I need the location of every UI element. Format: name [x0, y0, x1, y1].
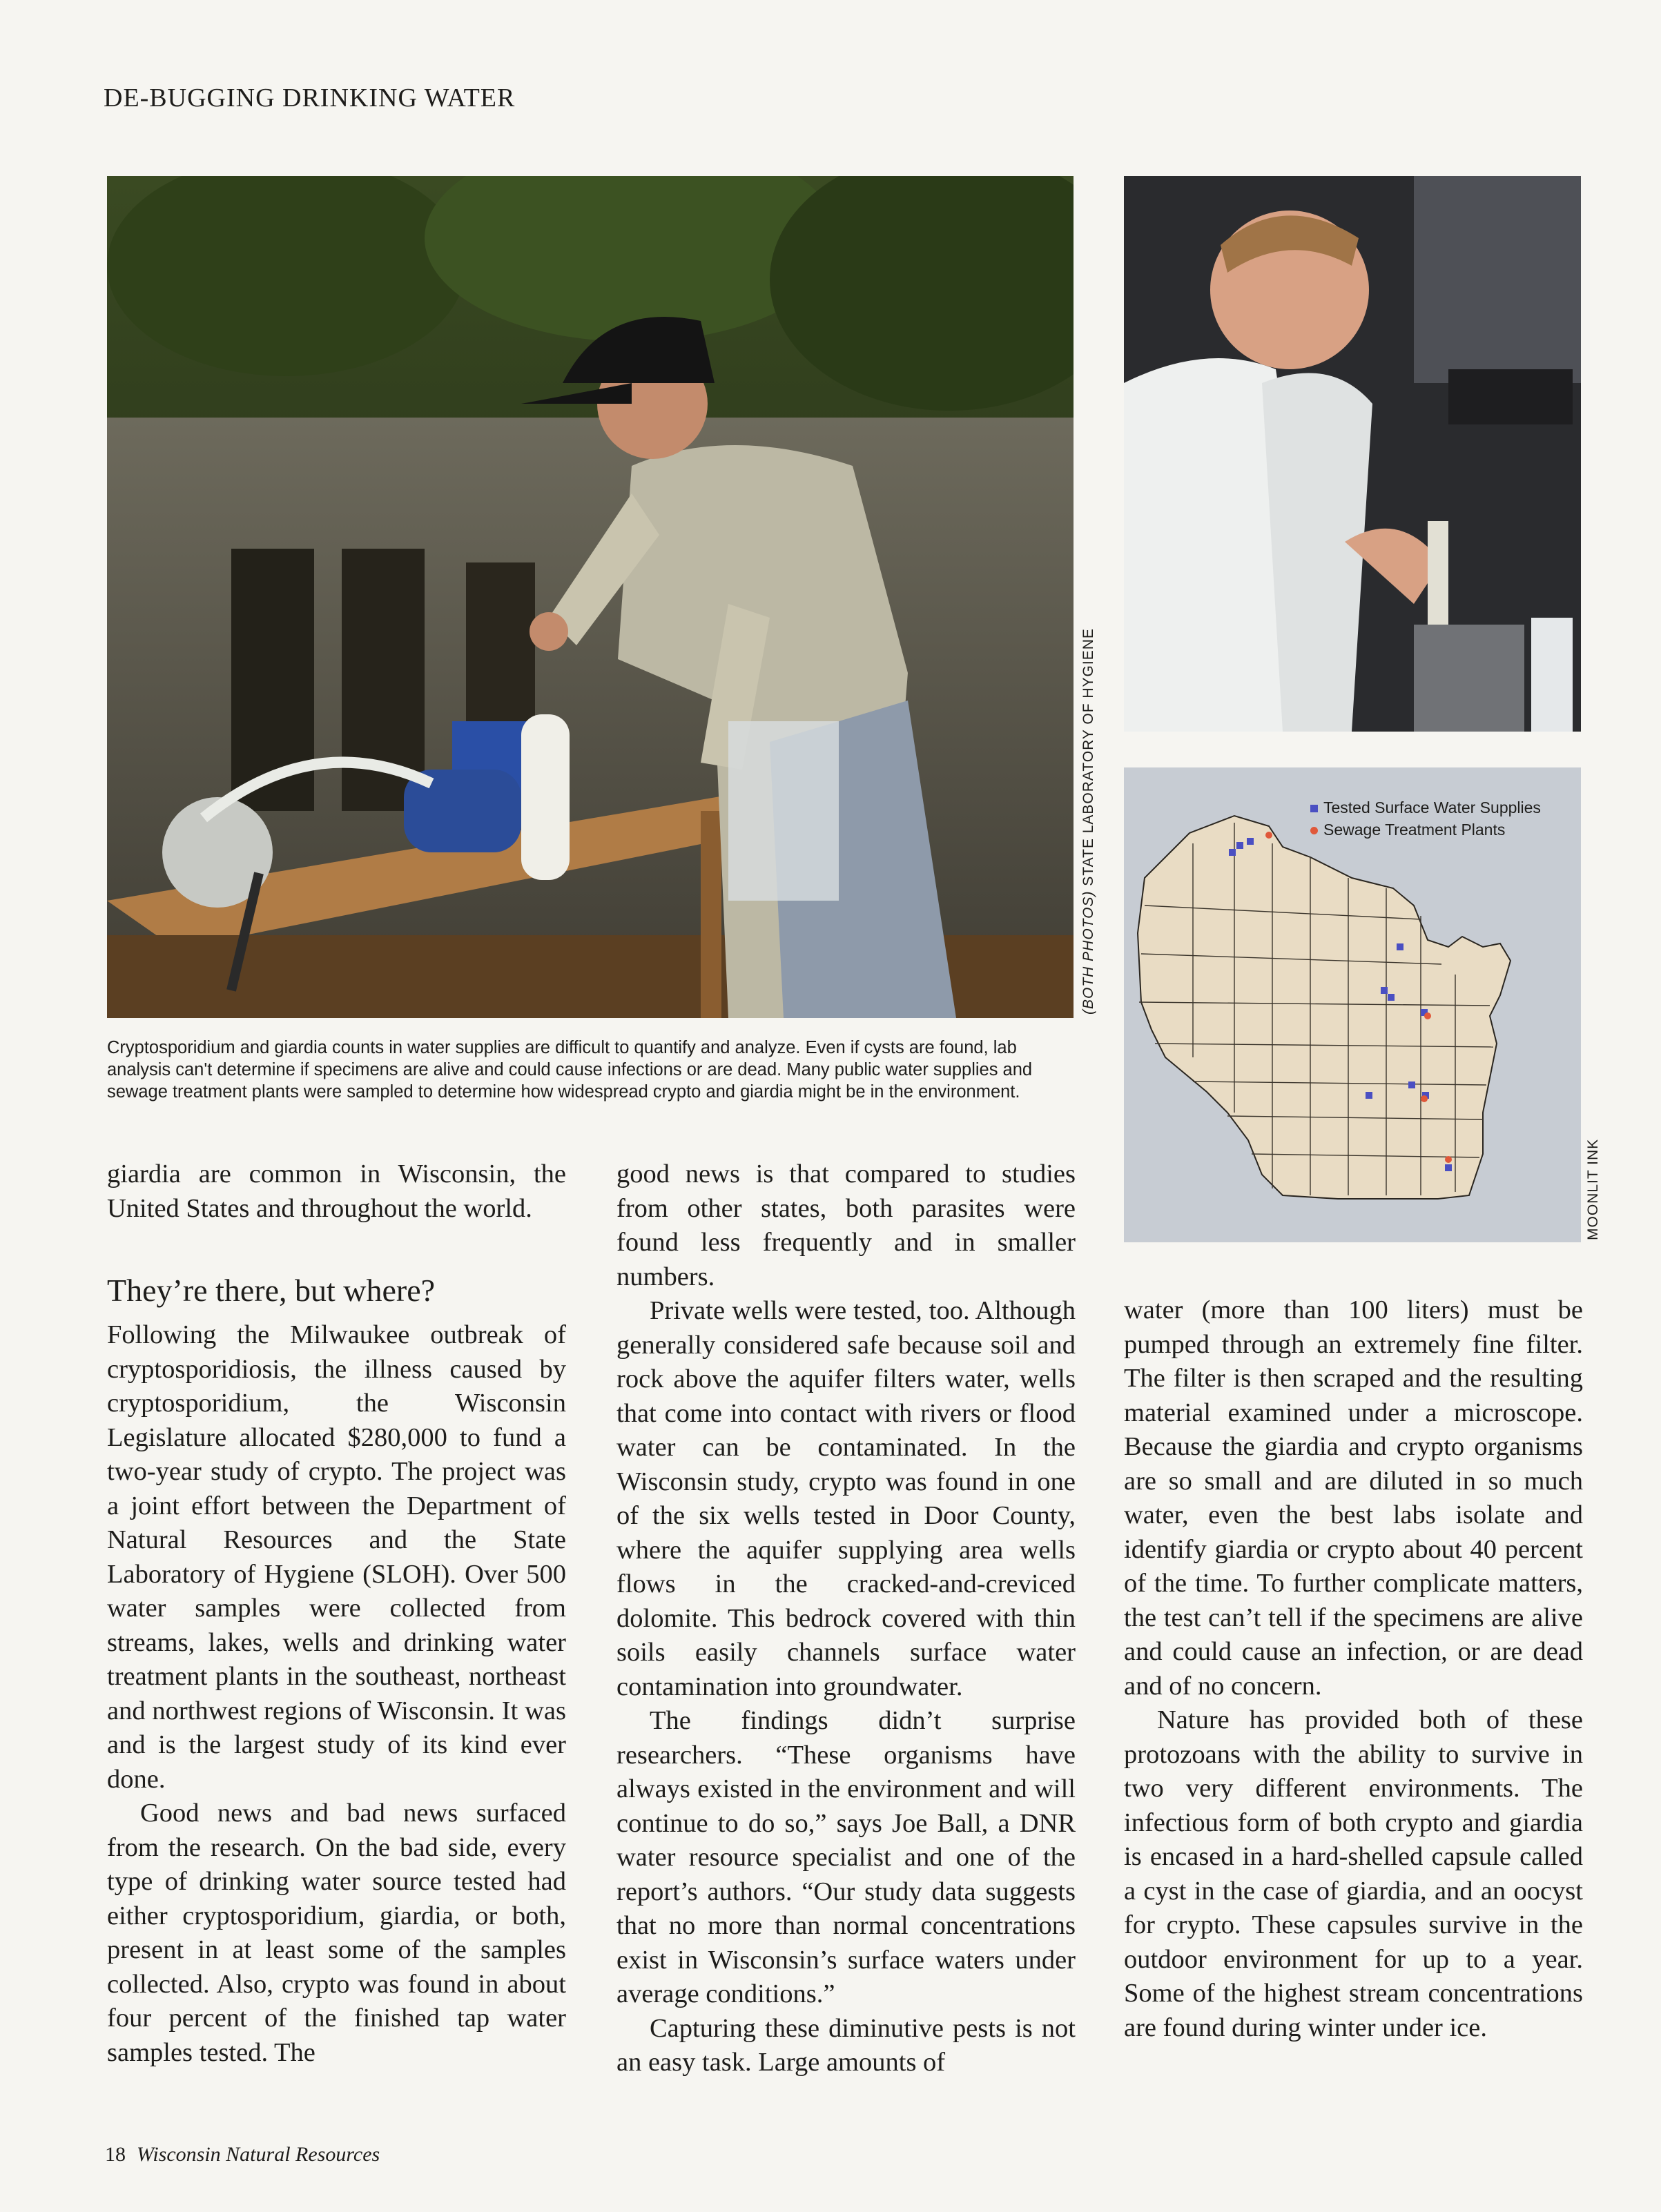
col2-paragraph-2: The findings didn’t surprise researchers. “These organisms have always existed in the environment and will continue to do so,” says Joe Ball, a DNR water resource specialist and one of the report’s authors. “Our study data suggests that no more than normal concentrations exist in Wisconsin’s surface waters under average conditions.” — [616, 1706, 1076, 2008]
lab-photo-illustration — [1124, 176, 1581, 732]
col1-paragraph-0: giardia are common in Wisconsin, the United States and throughout the world. — [107, 1159, 566, 1223]
main-photo — [107, 176, 1074, 1018]
column-2 — [616, 1157, 1076, 2080]
column-3 — [1124, 1293, 1583, 2045]
section-subhead: They’re there, but where? — [107, 1273, 436, 1308]
legend-item-sewage: Sewage Treatment Plants — [1310, 819, 1541, 841]
page-footer — [105, 2143, 380, 2166]
col2-paragraph-0: good news is that compared to studies from other states, both parasites were found less frequently and in smaller numbers. — [616, 1159, 1076, 1291]
column-1 — [107, 1157, 566, 2070]
col2-paragraph-3: Capturing these diminutive pests is not an easy task. Large amounts of — [616, 2013, 1076, 2077]
wisconsin-outline — [1138, 816, 1511, 1199]
col1-paragraph-2: Good news and bad news surfaced from the research. On the bad side, every type of drinking water source tested had either cryptosporidium, giardia, or both, present in at least some of the samples collected. Also, crypto was found in about four percent of the finished tap water samples tested. The — [107, 1799, 566, 2067]
col3-paragraph-1: Nature has provided both of these protozoans with the ability to survive in two very different environments. The infectious form of both crypto and giardia is encased in a hard-shelled capsule called a cyst in the case of giardia, and an oocyst for crypto. These capsules survive in the outdoor environment for up to a year. Some of the highest stream concentrations are found during winter under ice. — [1124, 1705, 1583, 2042]
photo-credit-text: STATE LABORATORY OF HYGIENE — [1080, 628, 1096, 886]
map-panel — [1124, 767, 1601, 1242]
running-head: DE-BUGGING DRINKING WATER — [104, 84, 516, 112]
page-number: 18 — [105, 2143, 126, 2166]
photo-credit-italic: (BOTH PHOTOS) — [1080, 890, 1096, 1015]
col2-paragraph-1: Private wells were tested, too. Although generally considered safe because soil and rock above the aquifer filters water, wells that come into contact with rivers or flood water can be contaminated. In the Wisconsin study, crypto was found in one of the six wells tested in Door County, where the aquifer supplying area wells flows in the cracked-and-creviced dolomite. This bedrock covered with thin soils easily channels surface water contamination into groundwater. — [616, 1296, 1076, 1701]
square-marker-icon — [1310, 805, 1318, 812]
map-legend — [1310, 796, 1541, 841]
photo-credit — [1080, 628, 1097, 1015]
photo-caption: Cryptosporidium and giardia counts in water supplies are difficult to quantify and analyze. Even if cysts are found, lab analysis can't determine if specimens are alive and could cause infections or are dead. Many public water supplies and sewage treatment plants were sampled to determine how widespread crypto and giardia might be in the environment. — [107, 1038, 1033, 1102]
circle-marker-icon — [1310, 827, 1318, 834]
legend-item-surface-water: Tested Surface Water Supplies — [1310, 796, 1541, 819]
publication-name: Wisconsin Natural Resources — [137, 2143, 380, 2166]
lab-photo — [1124, 176, 1581, 732]
col1-paragraph-1: Following the Milwaukee outbreak of cryptosporidiosis, the illness caused by cryptosporidium, the Wisconsin Legislature allocated $280,000 to fund a two-year study of crypto. The project was a joint effort between the Department of Natural Resources and the State Laboratory of Hygiene (SLOH). Over 500 water samples were collected from streams, lakes, wells and drinking water treatment plants in the southeast, northeast and northwest regions of Wisconsin. It was and is the largest study of its kind ever done. — [107, 1320, 566, 1794]
map-credit: MOONLIT INK — [1585, 1138, 1601, 1240]
col3-paragraph-0: water (more than 100 liters) must be pumped through an extremely fine filter. The filter is then scraped and the resulting material examined under a microscope. Because the giardia and crypto organisms are so small and are diluted in so much water, even the best labs isolate and identify giardia or crypto about 40 percent of the time. To further complicate matters, the test can’t tell if the specimens are alive and could cause an infection, or are dead and of no concern. — [1124, 1295, 1583, 1701]
main-photo-illustration — [107, 176, 1074, 1018]
